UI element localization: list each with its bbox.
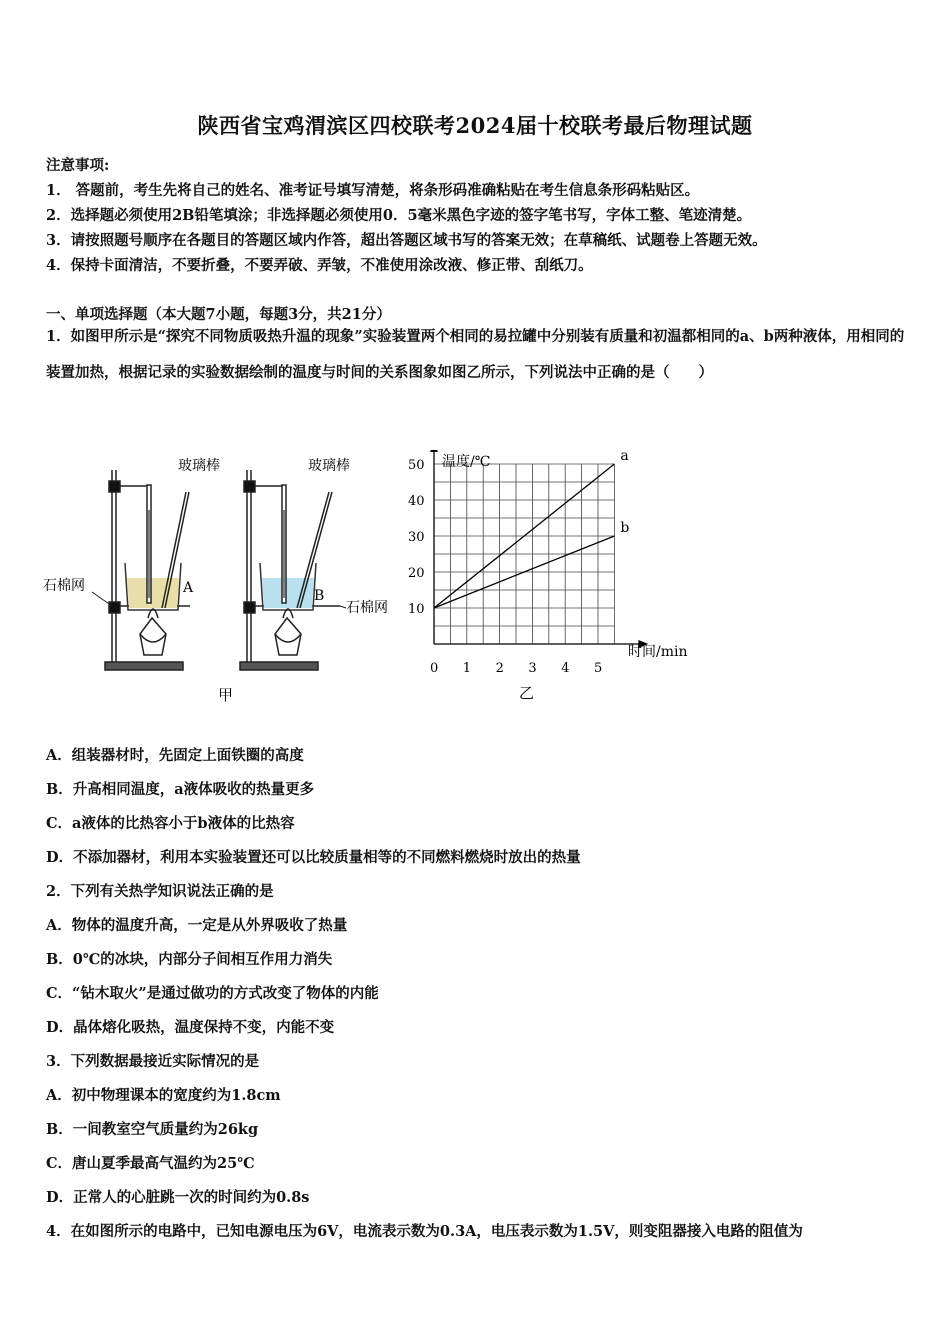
chart-axes <box>430 450 648 648</box>
y-tick-label: 50 <box>408 458 425 473</box>
series-label-b: b <box>620 520 630 536</box>
q2-option-b: B．0℃的冰块，内部分子间相互作用力消失 <box>46 951 333 968</box>
question-3-stem: 3．下列数据最接近实际情况的是 <box>46 1053 260 1070</box>
q3-option-b: B．一间教室空气质量约为26kg <box>46 1121 259 1138</box>
page-title: 陕西省宝鸡渭滨区四校联考2024届十校联考最后物理试题 <box>197 113 753 138</box>
q3-option-d: D．正常人的心脏跳一次的时间约为0.8s <box>46 1189 310 1206</box>
series-label-a: a <box>620 450 629 464</box>
chart-grid <box>434 464 614 644</box>
y-axis-arrow <box>430 450 438 452</box>
q1-option-b: B．升高相同温度，a液体吸收的热量更多 <box>46 781 315 798</box>
y-tick-label: 40 <box>408 494 425 509</box>
q2-option-d: D．晶体熔化吸热，温度保持不变，内能不变 <box>46 1019 335 1036</box>
x-tick-label: 0 <box>430 661 439 676</box>
x-tick-label: 2 <box>495 661 504 676</box>
label-glass-rod-a: 玻璃棒 <box>178 458 220 474</box>
question-2-stem: 2．下列有关热学知识说法正确的是 <box>46 883 274 900</box>
y-tick-label: 30 <box>408 530 425 545</box>
temperature-time-chart <box>400 450 710 710</box>
label-asbestos-net-b: 石棉网 <box>346 600 388 616</box>
q1-option-a: A．组装器材时，先固定上面铁圈的高度 <box>46 747 304 764</box>
q2-option-a: A．物体的温度升高，一定是从外界吸收了热量 <box>46 917 348 934</box>
chart-series <box>434 450 629 608</box>
q2-option-c: C．“钻木取火”是通过做功的方式改变了物体的内能 <box>46 985 379 1002</box>
q1-option-d: D．不添加器材，利用本实验装置还可以比较质量相等的不同燃料燃烧时放出的热量 <box>46 849 581 866</box>
apparatus-figure <box>40 450 410 710</box>
notice-item: 3．请按照题号顺序在各题目的答题区域内作答，超出答题区域书写的答案无效；在草稿纸、试题卷上答题无效。 <box>46 232 767 249</box>
notice-item: 2．选择题必须使用2B铅笔填涂；非选择题必须使用0．5毫米黑色字迹的签字笔书写，字体工整、笔迹清楚。 <box>46 207 752 224</box>
x-tick-label: 4 <box>561 661 570 676</box>
x-axis-label: 时间/min <box>628 644 688 660</box>
q3-option-c: C．唐山夏季最高气温约为25℃ <box>46 1155 255 1172</box>
q1-option-c: C．a液体的比热容小于b液体的比热容 <box>46 815 295 832</box>
y-tick-label: 10 <box>408 602 425 617</box>
x-tick-label: 1 <box>462 661 472 676</box>
section-heading: 一、单项选择题（本大题7小题，每题3分，共21分） <box>46 306 391 323</box>
x-tick-label: 5 <box>594 661 603 676</box>
chart-ticks <box>408 458 602 676</box>
label-liquid-a: A <box>183 580 194 596</box>
figure-caption-jia: 甲 <box>218 686 234 704</box>
x-tick-label: 3 <box>528 661 537 676</box>
notice-item: 1． 答题前，考生先将自己的姓名、准考证号填写清楚，将条形码准确粘贴在考生信息条形码粘贴区。 <box>46 182 700 199</box>
label-asbestos-net-a: 石棉网 <box>43 578 85 594</box>
y-axis-label: 温度/℃ <box>442 454 491 470</box>
q3-option-a: A．初中物理课本的宽度约为1.8cm <box>46 1087 281 1104</box>
question-1-stem: 1．如图甲所示是“探究不同物质吸热升温的现象”实验装置两个相同的易拉罐中分别装有质量和初温都相同的a、b两种液体，用相同的装置加热，根据记录的实验数据绘制的温度与时间的关系图象如图乙所示，下列说法中正确的是（ ） <box>46 328 905 381</box>
label-glass-rod-b: 玻璃棒 <box>308 458 350 474</box>
y-tick-label: 20 <box>408 566 425 581</box>
notice-heading: 注意事项: <box>46 157 110 174</box>
notice-item: 4．保持卡面清洁，不要折叠，不要弄破、弄皱，不准使用涂改液、修正带、刮纸刀。 <box>46 257 593 274</box>
label-liquid-b: B <box>314 588 325 604</box>
figure-caption-yi: 乙 <box>519 684 535 702</box>
question-4-stem: 4．在如图所示的电路中，已知电源电压为6V，电流表示数为0.3A，电压表示数为1.5V，则变阻器接入电路的阻值为 <box>46 1223 803 1240</box>
